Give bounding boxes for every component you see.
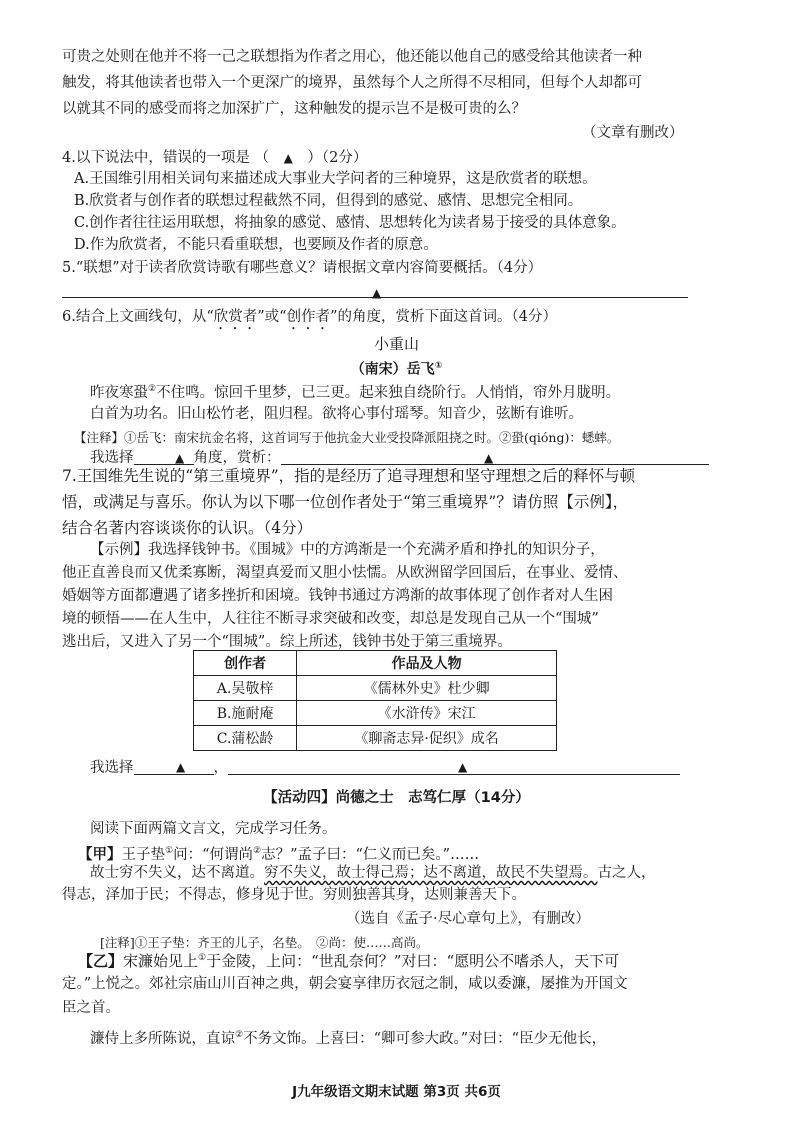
question-4-option-a: A.王国维引用相关词句来描述成大事业大学问者的三种境界，这是欣赏者的联想。 — [74, 171, 597, 187]
yi-line-2: 定。”上悦之。郊社宗庙山川百神之典，朝会宴享律历衣冠之制，咸以委濂，屡推为开国文 — [62, 976, 628, 992]
creator-choice-blank[interactable] — [134, 758, 214, 775]
jia-source: （选自《孟子·尽心章句上》，有删改） — [346, 911, 590, 927]
example-line: 境的顿悟——在人生中，人往往不断寻求突破和改变，却总是发现自己从一个“围城” — [62, 611, 599, 627]
answer-line[interactable] — [62, 297, 688, 298]
creator-analysis-blank[interactable] — [228, 758, 680, 775]
activity-heading: 【活动四】尚德之士 志笃仁厚（14分） — [263, 790, 530, 806]
question-5-stem: 5.“联想”对于读者欣赏诗歌有哪些意义？请根据文章内容简要概括。（4分） — [62, 260, 543, 276]
question-6-answer-row: 我选择 角度，赏析： — [90, 447, 709, 469]
page-footer: J九年级语文期末试题 第3页 共6页 — [292, 1084, 501, 1100]
question-7-line: 7.王国维先生说的“第三重境界”，指的是经历了追寻理想和坚守理想之后的释怀与顿 — [62, 467, 636, 485]
question-7-answer-row: 我选择 ， — [90, 757, 680, 779]
poem-note: 【注释】①岳飞：南宋抗金名将，这首词写于他抗金大业受投降派阻挠之时。②蛩(qióng)：蟋蟀。 — [74, 430, 620, 445]
poem-line-2: 白首为功名。旧山松竹老，阻归程。欲将心事付瑶琴。知音少，弦断有谁听。 — [90, 406, 583, 422]
table-cell: 《聊斋志异·促织》成名 — [297, 726, 557, 751]
underlined-sentence: 穷不失义，故士得己焉；达不离道，故民不失望焉。 — [264, 865, 598, 881]
question-4-option-c: C.创作者往往运用联想，将抽象的感觉、感情、思想转化为读者易于接受的具体意象。 — [74, 215, 626, 231]
table-cell: 《水浒传》宋江 — [297, 701, 557, 726]
answer-triangle-icon: ▲ — [175, 451, 185, 465]
appreciation-answer-blank[interactable] — [281, 448, 709, 465]
jia-line-2: 故士穷不失义，达不离道。穷不失义，故士得己焉；达不离道，故民不失望焉。古之人， — [90, 865, 656, 881]
passage-line: 触发，将其他读者也带入一个更深广的境界，虽然每个人之所得不尽相同，但每个人却都可 — [62, 75, 642, 91]
activity-intro: 阅读下面两篇文言文，完成学习任务。 — [90, 821, 337, 837]
question-4-option-d: D.作为欣赏者，不能只看重联想，也要顾及作者的原意。 — [74, 237, 438, 253]
works-table — [193, 650, 557, 751]
jia-note: [注释]①王子垫：齐王的儿子，名垫。 ②尚：使……高尚。 — [100, 935, 429, 950]
jia-line-3: 得志，泽加于民；不得志，修身见于世。穷则独善其身，达则兼善天下。 — [62, 887, 526, 903]
poem-author: （南宋）岳飞① — [350, 361, 443, 378]
answer-triangle-icon: ▲ — [283, 151, 293, 165]
column-header: 创作者 — [194, 651, 297, 676]
table-cell: 《儒林外史》杜少卿 — [297, 676, 557, 701]
question-4-option-b: B.欣赏者与创作者的联想过程截然不同，但得到的感觉、感情、思想完全相同。 — [74, 193, 583, 209]
source-note: （文章有删改） — [582, 125, 684, 141]
passage-line: 以就其不同的感受而将之加深扩广，这种触发的提示岂不是极可贵的么？ — [62, 101, 526, 117]
answer-triangle-icon: ▲ — [176, 760, 186, 774]
question-6-stem: 6.结合上文画线句，从“欣赏者”或“创作者”的角度，赏析下面这首词。（4分） — [62, 309, 557, 325]
table-header-row — [194, 651, 557, 676]
yi-line-4: 濂侍上多所陈说，直谅②不务文饰。上喜曰：“卿可参大政。”对曰：“臣少无他长， — [90, 1030, 607, 1047]
table-cell: B.施耐庵 — [194, 701, 297, 726]
question-4-stem: 4.以下说法中，错误的一项是 （ ▲ ）（2分） — [62, 150, 368, 166]
yi-line-1: 【乙】宋濂始见上①于金陵，上问：“世乱奈何？”对曰：“愿明公不嗜杀人，天下可 — [78, 952, 620, 970]
question-7-line: 悟，或满足与喜乐。你认为以下哪一位创作者处于“第三重境界”？请仿照【示例】， — [62, 493, 629, 511]
question-7-line: 结合名著内容谈谈你的认识。（4分） — [62, 519, 313, 537]
example-line: 【示例】我选择钱钟书。《围城》中的方鸿渐是一个充满矛盾和挣扎的知识分子， — [90, 542, 605, 558]
table-row — [194, 676, 557, 701]
poem-title: 小重山 — [373, 335, 419, 353]
table-cell: A.吴敬梓 — [194, 676, 297, 701]
table-row — [194, 701, 557, 726]
answer-triangle-icon: ▲ — [484, 451, 494, 465]
example-line: 逃出后，又进入了另一个“围城”。综上所述，钱钟书处于第三重境界。 — [62, 634, 512, 650]
example-line: 婚姻等方面都遭遇了诸多挫折和困境。钱钟书通过方鸿渐的故事体现了创作者对人生困 — [62, 588, 613, 604]
angle-answer-blank[interactable] — [134, 448, 194, 465]
table-row — [194, 726, 557, 751]
passage-line: 可贵之处则在他并不将一己之联想指为作者之用心，他还能以他自己的感受给其他读者一种 — [62, 49, 642, 65]
example-line: 他正直善良而又优柔寡断，渴望真爱而又胆小怯懦。从欧洲留学回国后，在事业、爱情、 — [62, 565, 628, 581]
poem-line-1: 昨夜寒蛩②不住鸣。惊回千里梦，已三更。起来独自绕阶行。人悄悄，帘外月胧明。 — [90, 384, 621, 401]
yi-line-3: 臣之首。 — [62, 1000, 120, 1016]
jia-line-1: 【甲】王子垫①问：“何谓尚②志？”孟子曰：“仁义而已矣。”…… — [78, 846, 480, 863]
table-cell: C.蒲松龄 — [194, 726, 297, 751]
column-header: 作品及人物 — [297, 651, 557, 676]
answer-triangle-icon: ▲ — [458, 760, 468, 774]
answer-triangle-icon: ▲ — [372, 286, 382, 300]
